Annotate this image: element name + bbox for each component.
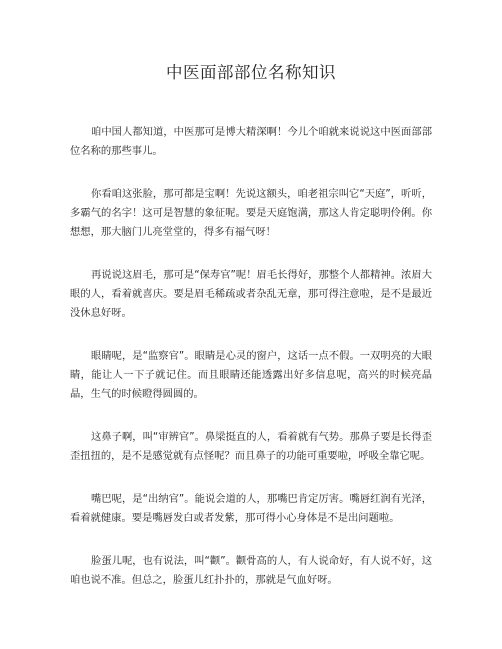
paragraph-mouth: 嘴巴呢，是“出纳官”。能说会道的人，那嘴巴肯定厉害。嘴唇红润有光泽，看着就健康。要是嘴唇发白或者发紫，那可得小心身体是不是出问题啦。	[70, 493, 432, 524]
paragraph-intro: 咱中国人都知道，中医那可是博大精深啊！今儿个咱就来说说这中医面部部位名称的那些事儿。	[70, 126, 432, 157]
paragraph-cheeks: 脸蛋儿呢，也有说法，叫“颧”。颧骨高的人，有人说命好，有人说不好，这咱也说不准。但总之，脸蛋儿红扑扑的，那就是气血好呀。	[70, 555, 432, 586]
document-title: 中医面部部位名称知识	[166, 63, 336, 82]
paragraph-nose: 这鼻子啊，叫“审辨官”。鼻梁挺直的人，看着就有气势。那鼻子要是长得歪歪扭扭的，是不是感觉就有点怪呢？而且鼻子的功能可重要啦，呼吸全靠它呢。	[70, 431, 432, 462]
paragraph-forehead: 你看咱这张脸，那可都是宝啊！先说这额头，咱老祖宗叫它“天庭”，听听，多霸气的名字！这可是智慧的象征呢。要是天庭饱满，那这人肯定聪明伶俐。你想想，那大脑门儿亮堂堂的，得多有福气呀！	[70, 188, 432, 238]
paragraph-eyebrows: 再说说这眉毛，那可是“保寿官”呢！眉毛长得好，那整个人都精神。浓眉大眼的人，看着就喜庆。要是眉毛稀疏或者杂乱无章，那可得注意啦，是不是最近没休息好呀。	[70, 269, 432, 319]
paragraph-eyes: 眼睛呢，是“监察官”。眼睛是心灵的窗户，这话一点不假。一双明亮的大眼睛，能让人一下子就记住。而且眼睛还能透露出好多信息呢，高兴的时候亮晶晶，生气的时候瞪得圆圆的。	[70, 350, 432, 400]
